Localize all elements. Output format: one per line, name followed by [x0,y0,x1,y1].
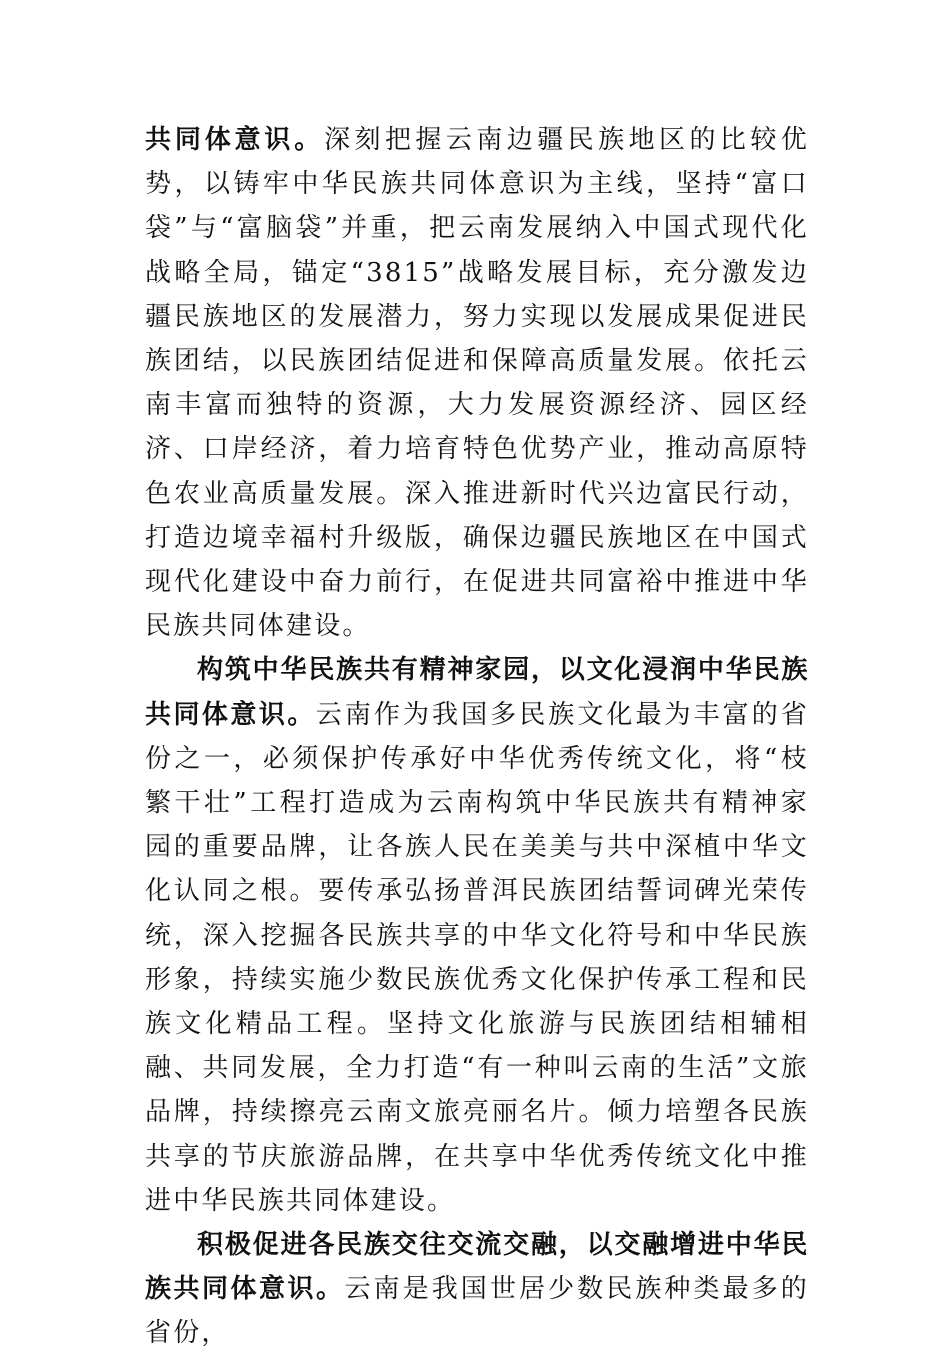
document-body [145,118,809,1356]
paragraph-1 [145,118,809,648]
paragraph-2-body: 云南作为我国多民族文化最为丰富的省份之一，必须保护传承好中华优秀传统文化，将“枝繁干壮”工程打造成为云南构筑中华民族共有精神家园的重要品牌，让各族人民在美美与共中深植中华文化认同之根。要传承弘扬普洱民族团结誓词碑光荣传统，深入挖掘各民族共享的中华文化符号和中华民族形象，持续实施少数民族优秀文化保护传承工程和民族文化精品工程。坚持文化旅游与民族团结相辅相融、共同发展，全力打造“有一种叫云南的生活”文旅品牌，持续擦亮云南文旅亮丽名片。倾力培塑各民族共享的节庆旅游品牌，在共享中华优秀传统文化中推进中华民族共同体建设。 [145,699,809,1216]
paragraph-2-lead: 构筑中华民族共有精神家园，以文化浸润中华民族共同体意识。 [145,655,809,730]
paragraph-1-lead: 共同体意识。 [145,125,325,155]
paragraph-2 [145,648,809,1223]
paragraph-3-body: 云南是我国世居少数民族种类最多的省份， [145,1274,809,1349]
paragraph-1-body: 深刻把握云南边疆民族地区的比较优势，以铸牢中华民族共同体意识为主线，坚持“富口袋”与“富脑袋”并重，把云南发展纳入中国式现代化战略全局，锚定“3815”战略发展目标，充分激发边疆民族地区的发展潜力，努力实现以发展成果促进民族团结，以民族团结促进和保障高质量发展。依托云南丰富而独特的资源，大力发展资源经济、园区经济、口岸经济，着力培育特色优势产业，推动高原特色农业高质量发展。深入推进新时代兴边富民行动，打造边境幸福村升级版，确保边疆民族地区在中国式现代化建设中奋力前行，在促进共同富裕中推进中华民族共同体建设。 [145,125,809,642]
paragraph-3-lead: 积极促进各民族交往交流交融，以交融增进中华民族共同体意识。 [145,1230,809,1305]
paragraph-3 [145,1223,809,1356]
